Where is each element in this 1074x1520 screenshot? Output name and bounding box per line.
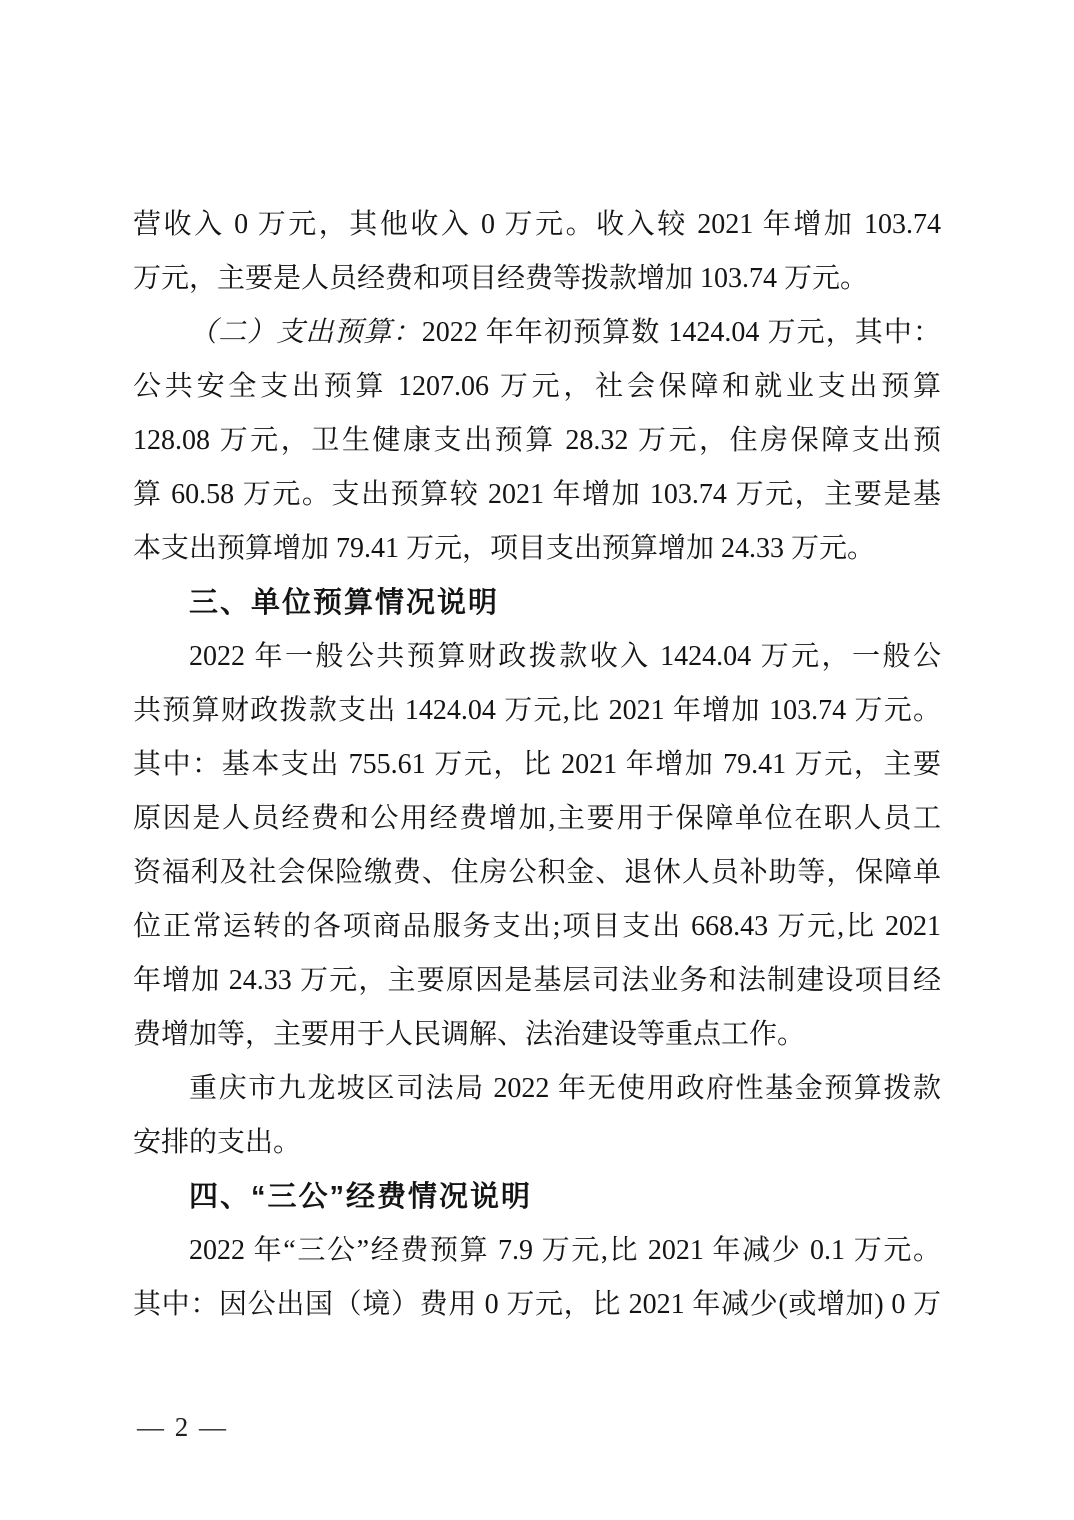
section-heading-3: 三、单位预算情况说明 [189, 587, 500, 619]
text-line: 本支出预算增加 79.41 万元，项目支出预算增加 24.33 万元。 [133, 533, 876, 564]
text-line: 营收入 0 万元，其他收入 0 万元。收入较 2021 年增加 103.74 [133, 209, 941, 240]
page-number: — 2 — [137, 1412, 228, 1442]
text-line: 128.08 万元，卫生健康支出预算 28.32 万元，住房保障支出预 [133, 425, 941, 456]
list-item-label: （二）支出预算： [189, 317, 422, 348]
text-line: 资福利及社会保险缴费、住房公积金、退休人员补助等，保障单 [133, 857, 941, 888]
text-line: 重庆市九龙坡区司法局 2022 年无使用政府性基金预算拨款 [189, 1073, 941, 1104]
document-content [133, 198, 941, 1332]
text-line: 年增加 24.33 万元，主要原因是基层司法业务和法制建设项目经 [133, 965, 941, 996]
text-line: 费增加等，主要用于人民调解、法治建设等重点工作。 [133, 1019, 806, 1050]
text-line: 算 60.58 万元。支出预算较 2021 年增加 103.74 万元，主要是基 [133, 479, 941, 510]
text-line: 共预算财政拨款支出 1424.04 万元,比 2021 年增加 103.74 万元。 [133, 695, 941, 726]
text-line: 原因是人员经费和公用经费增加,主要用于保障单位在职人员工 [133, 803, 941, 834]
section-heading-4: 四、“三公”经费情况说明 [189, 1181, 533, 1213]
text-line: 其中：基本支出 755.61 万元，比 2021 年增加 79.41 万元，主要 [133, 749, 941, 780]
text-line: 安排的支出。 [133, 1127, 302, 1158]
text-line: 2022 年“三公”经费预算 7.9 万元,比 2021 年减少 0.1 万元。 [189, 1235, 941, 1266]
text-line: 公共安全支出预算 1207.06 万元，社会保障和就业支出预算 [133, 371, 941, 402]
text-run: 2022 年年初预算数 1424.04 万元，其中： [421, 317, 941, 348]
text-line: 2022 年一般公共预算财政拨款收入 1424.04 万元，一般公 [189, 641, 941, 672]
text-line: 其中：因公出国（境）费用 0 万元，比 2021 年减少(或增加) 0 万 [133, 1289, 941, 1320]
text-line: 万元，主要是人员经费和项目经费等拨款增加 103.74 万元。 [133, 263, 869, 294]
text-line [133, 306, 941, 360]
text-line: 位正常运转的各项商品服务支出;项目支出 668.43 万元,比 2021 [133, 911, 941, 942]
